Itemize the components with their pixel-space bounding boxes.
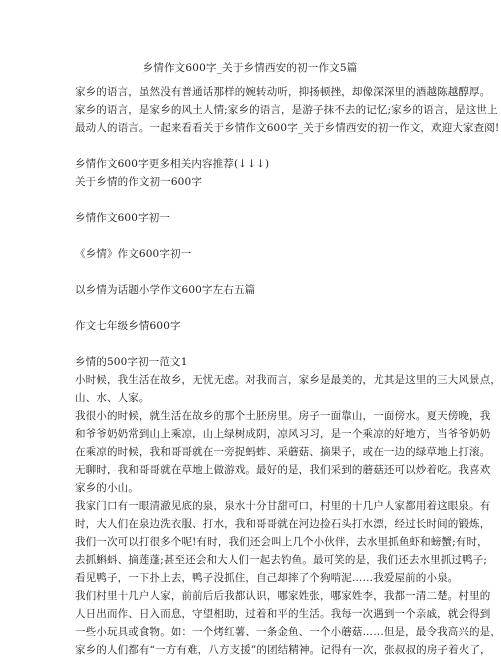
intro-line: 最动人的语言。一起来看看关于乡情作文600字_关于乡情西安的初一作文，欢迎大家查阅! <box>75 122 500 134</box>
essay-line: 我们村里十几户人家，前前后后我都认识，哪家姓张，哪家姓李，我都一清二楚。村里的 <box>75 590 491 602</box>
related-link[interactable]: 《乡情》作文600字初一 <box>75 248 192 260</box>
essay-line: 我家门口有一眼清澈见底的泉，泉水十分甘甜可口，村里的十几户人家都用着这眼泉。有 <box>75 500 491 512</box>
essay-line: 时，大人们在泉边洗衣服、打水，我和哥哥就在河边捡石头打水漂，经过长时间的锻炼， <box>75 518 491 530</box>
essay-line: 家乡的人们都有“一方有难，八方支援”的团结精神。记得有一次，张叔叔的房子着火了， <box>75 644 491 656</box>
essay-line: 小时候，我生活在故乡，无忧无虑。对我而言，家乡是最美的，尤其是这里的三大风景点， <box>75 374 501 386</box>
document-body <box>75 83 501 659</box>
related-link[interactable]: 作文七年级乡情600字 <box>75 320 181 332</box>
related-link[interactable]: 关于乡情的作文初一600字 <box>75 176 202 188</box>
related-link[interactable]: 以乡情为话题小学作文600字左右五篇 <box>75 284 256 296</box>
intro-line: 家乡的语言，是家乡的风土人情;家乡的语言，是游子抹不去的记忆;家乡的语言，是这世上 <box>75 104 498 116</box>
essay-line: 看见鸭子，一下扑上去，鸭子没抓住，自己却摔了个狗啃泥……我爱屋前的小泉。 <box>75 572 459 584</box>
recommend-heading: 乡情作文600字更多相关内容推荐(↓↓↓) <box>75 158 270 170</box>
document-title: 乡情作文600字_关于乡情西安的初一作文5篇 <box>142 62 358 74</box>
essay-line: 无聊时，我和哥哥就在草地上做游戏。最好的是，我们采到的蘑菇还可以炒着吃。我喜欢 <box>75 464 491 476</box>
essay-line: 去抓蝌蚪、摘莲蓬;甚至还会和大人们一起去钓鱼。最可笑的是，我们还去水里抓过鸭子; <box>75 554 488 566</box>
essay-line: 我很小的时候，就生活在故乡的那个土胚房里。房子一面靠山，一面傍水。夏天傍晚，我 <box>75 410 491 422</box>
essay-line: 一些小玩具或食物。如：一个烤红薯、一条金鱼、一个小蘑菇……但是，最令我高兴的是， <box>75 626 501 638</box>
essay-line: 家乡的小山。 <box>75 482 139 494</box>
related-link[interactable]: 乡情作文600字初一 <box>75 212 171 224</box>
essay-heading: 乡情的500字初一范文1 <box>75 356 188 368</box>
essay-line: 人日出而作、日入而息，守望相助，过着和平的生活。我每一次遇到一个亲戚，就会得到 <box>75 608 491 620</box>
essay-line: 山、水、人家。 <box>75 392 150 404</box>
essay-line: 和爷爷奶奶常到山上乘凉，山上绿树成阴，凉风习习，是一个乘凉的好地方，当爷爷奶奶 <box>75 428 491 440</box>
essay-line: 在乘凉的时候，我和哥哥就在一旁捉蚂蚱、采蘑菇、摘果子，或在一边的绿草地上打滚。 <box>75 446 491 458</box>
intro-line: 家乡的语言，虽然没有普通话那样的婉转动听，抑扬顿挫，却像深深里的酒越陈越醇厚。 <box>75 86 491 98</box>
essay-line: 我们一次可以打很多个呢!有时，我们还会叫上几个小伙伴，去水里抓鱼虾和螃蟹;有时， <box>75 536 488 548</box>
